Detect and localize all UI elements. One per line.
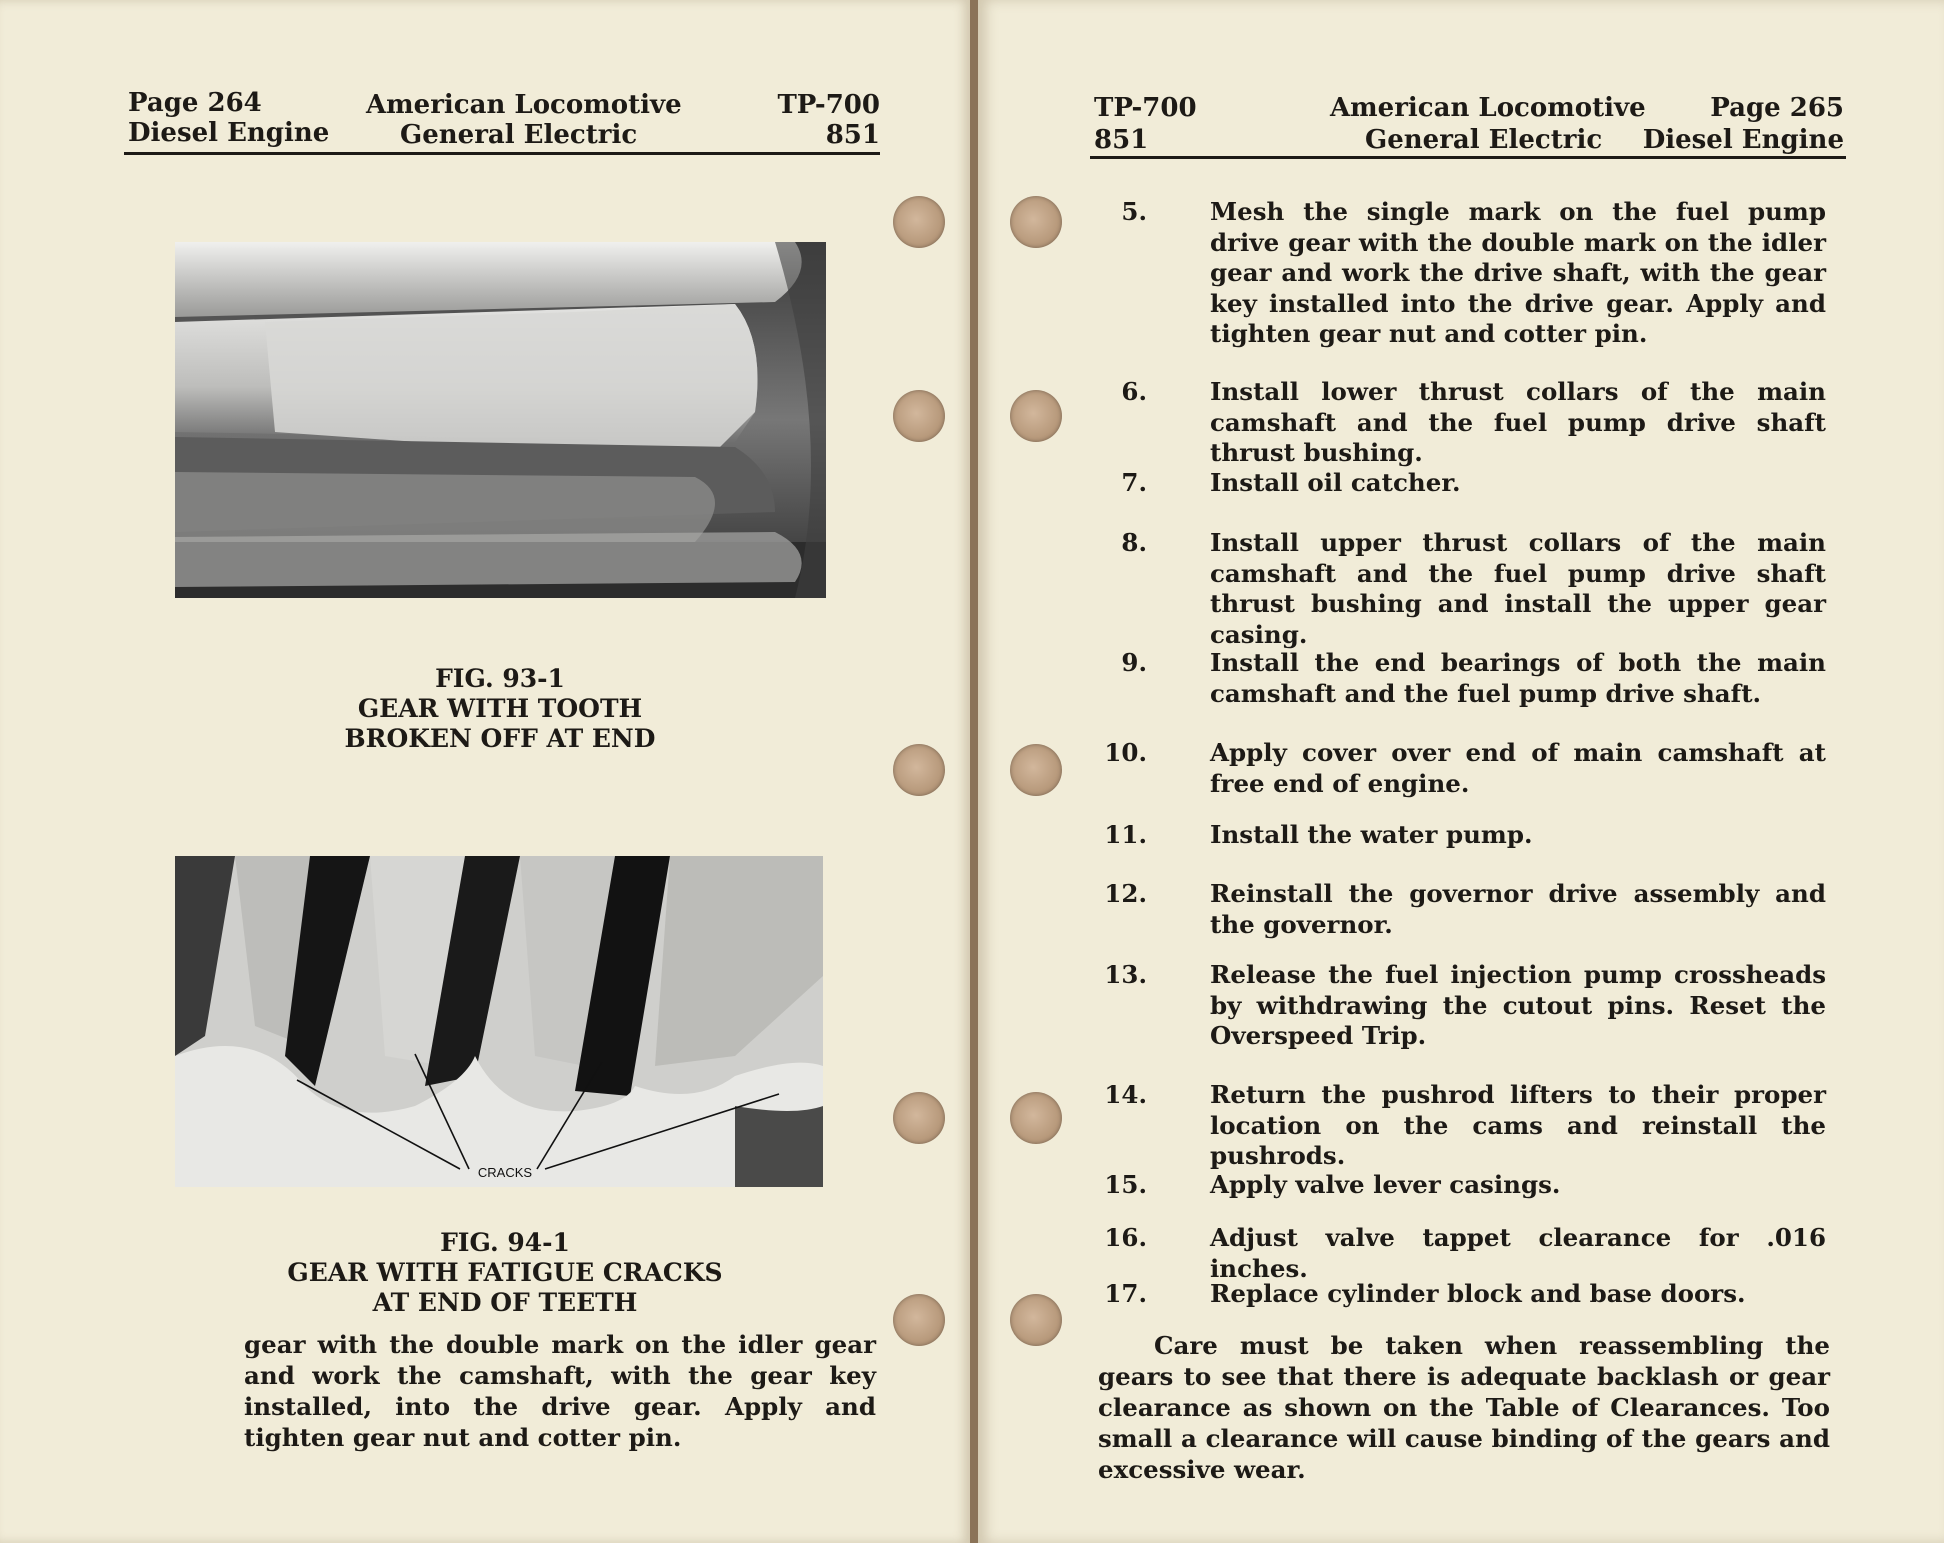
step-text: Install the water pump. (1210, 820, 1533, 849)
left-page (0, 0, 970, 1543)
step-text: Release the fuel injection pump crossheads by withdrawing the cutout pins. Reset the Overspeed Trip. (1210, 960, 1826, 1050)
cracks-label: CRACKS (477, 1165, 533, 1180)
binder-hole (1010, 1294, 1062, 1346)
step-number: 11. (1104, 820, 1147, 849)
left-continued-paragraph: gear with the double mark on the idler gear and work the camshaft, with the gear key installed, into the drive gear. Apply and tighten gear nut and cotter pin. (244, 1330, 876, 1452)
step-number: 14. (1104, 1080, 1147, 1109)
step-text: Install the end bearings of both the main camshaft and the fuel pump drive shaft. (1210, 648, 1826, 708)
figure-94-1-photo (175, 856, 823, 1187)
figure-94-1-number: FIG. 94-1 (440, 1228, 570, 1257)
binder-hole (1010, 744, 1062, 796)
right-section-title: Diesel Engine (1642, 125, 1844, 155)
left-doc-code: TP-700 (777, 90, 880, 120)
figure-93-1-number: FIG. 93-1 (435, 664, 565, 693)
binder-hole (1010, 390, 1062, 442)
right-header-rule (1090, 156, 1846, 159)
step-number: 13. (1104, 960, 1147, 989)
left-section-title: Diesel Engine (128, 118, 330, 148)
step-number: 8. (1121, 528, 1147, 557)
step-number: 7. (1121, 468, 1147, 497)
closing-paragraph: Care must be taken when reassembling the gears to see that there is adequate backlash or gear clearance as shown on the Table of Clearances. Too small a clearance will cause binding of the gears and excessive wear. (1098, 1331, 1830, 1484)
right-page-number: Page 265 (1710, 93, 1844, 123)
figure-94-1-title-line1: GEAR WITH FATIGUE CRACKS (287, 1258, 723, 1287)
right-company-line2: General Electric (1365, 125, 1603, 155)
step-number: 10. (1104, 738, 1147, 767)
step-number: 16. (1104, 1223, 1147, 1252)
binder-hole (893, 744, 945, 796)
step-number: 17. (1104, 1279, 1147, 1308)
figure-93-1-title-line2: BROKEN OFF AT END (344, 724, 656, 753)
step-text: Reinstall the governor drive assembly and the governor. (1210, 879, 1826, 939)
step-number: 9. (1121, 648, 1147, 677)
step-text: Replace cylinder block and base doors. (1210, 1279, 1746, 1308)
binder-hole (1010, 196, 1062, 248)
step-number: 15. (1104, 1170, 1147, 1199)
left-company-line1: American Locomotive (366, 90, 682, 120)
step-text: Adjust valve tappet clearance for .016 inches. (1210, 1223, 1826, 1283)
binder-hole (893, 196, 945, 248)
step-number: 5. (1121, 197, 1147, 226)
step-text: Install lower thrust collars of the main camshaft and the fuel pump drive shaft thrust bushing. (1210, 377, 1826, 467)
step-number: 12. (1104, 879, 1147, 908)
step-text: Mesh the single mark on the fuel pump drive gear with the double mark on the idler gear and work the drive shaft, with the gear key installed into the drive gear. Apply and tighten gear nut and cotter pin. (1210, 197, 1826, 348)
figure-93-1-caption (300, 664, 700, 754)
step-text: Install oil catcher. (1210, 468, 1461, 497)
step-number: 6. (1121, 377, 1147, 406)
right-page (978, 0, 1944, 1543)
binder-hole (893, 1092, 945, 1144)
binder-hole (1010, 1092, 1062, 1144)
right-company-line1: American Locomotive (1330, 93, 1646, 123)
step-text: Apply cover over end of main camshaft at free end of engine. (1210, 738, 1826, 798)
left-company-line2: General Electric (400, 120, 638, 150)
left-header-rule (124, 152, 880, 155)
step-text: Install upper thrust collars of the main camshaft and the fuel pump drive shaft thrust bushing and install the upper gear casing. (1210, 528, 1826, 649)
step-text: Apply valve lever casings. (1210, 1170, 1561, 1199)
left-doc-number: 851 (825, 120, 880, 150)
book-gutter (970, 0, 978, 1543)
figure-94-1-title-line2: AT END OF TEETH (372, 1288, 638, 1317)
binder-hole (893, 390, 945, 442)
step-text: Return the pushrod lifters to their proper location on the cams and reinstall the pushrods. (1210, 1080, 1826, 1170)
figure-93-1-title-line1: GEAR WITH TOOTH (357, 694, 643, 723)
right-doc-number: 851 (1094, 125, 1149, 155)
figure-93-1-photo (175, 242, 826, 598)
left-page-number: Page 264 (128, 88, 262, 118)
right-doc-code: TP-700 (1094, 93, 1197, 123)
binder-hole (893, 1294, 945, 1346)
figure-94-1-caption (245, 1228, 765, 1318)
